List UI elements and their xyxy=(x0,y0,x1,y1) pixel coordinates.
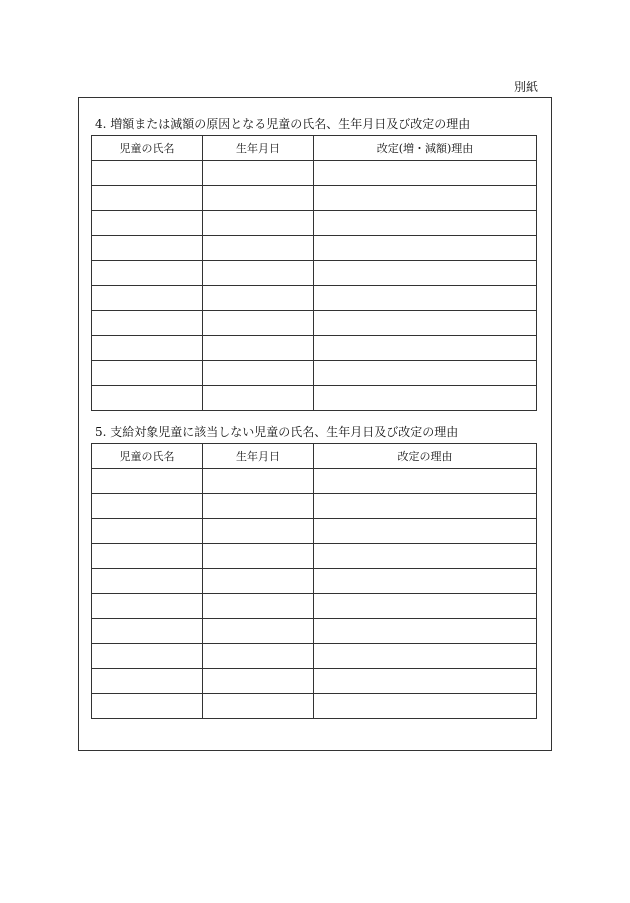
column-header-birth-date: 生年月日 xyxy=(203,444,314,469)
table-row xyxy=(92,161,537,186)
reason-cell[interactable] xyxy=(314,519,537,544)
birth-date-cell[interactable] xyxy=(203,186,314,211)
table-row xyxy=(92,186,537,211)
table-row xyxy=(92,469,537,494)
reason-cell[interactable] xyxy=(314,494,537,519)
birth-date-cell[interactable] xyxy=(203,694,314,719)
column-header-child-name: 児童の氏名 xyxy=(92,136,203,161)
reason-cell[interactable] xyxy=(314,186,537,211)
birth-date-cell[interactable] xyxy=(203,161,314,186)
birth-date-cell[interactable] xyxy=(203,669,314,694)
table-header-row xyxy=(92,444,537,469)
annex-label: 別紙 xyxy=(514,80,539,94)
birth-date-cell[interactable] xyxy=(203,519,314,544)
column-header-reason: 改定(増・減額)理由 xyxy=(314,136,537,161)
reason-cell[interactable] xyxy=(314,236,537,261)
child-name-cell[interactable] xyxy=(92,694,203,719)
child-name-cell[interactable] xyxy=(92,669,203,694)
child-name-cell[interactable] xyxy=(92,211,203,236)
table-row xyxy=(92,619,537,644)
child-name-cell[interactable] xyxy=(92,286,203,311)
table-row xyxy=(92,594,537,619)
child-name-cell[interactable] xyxy=(92,236,203,261)
birth-date-cell[interactable] xyxy=(203,211,314,236)
birth-date-cell[interactable] xyxy=(203,286,314,311)
reason-cell[interactable] xyxy=(314,619,537,644)
table-row xyxy=(92,336,537,361)
reason-cell[interactable] xyxy=(314,286,537,311)
table-row xyxy=(92,211,537,236)
reason-cell[interactable] xyxy=(314,361,537,386)
table-row xyxy=(92,694,537,719)
birth-date-cell[interactable] xyxy=(203,594,314,619)
birth-date-cell[interactable] xyxy=(203,311,314,336)
reason-cell[interactable] xyxy=(314,694,537,719)
column-header-birth-date: 生年月日 xyxy=(203,136,314,161)
table-row xyxy=(92,261,537,286)
section-4-heading: 4. 増額または減額の原因となる児童の氏名、生年月日及び改定の理由 xyxy=(95,117,471,131)
child-name-cell[interactable] xyxy=(92,161,203,186)
table-row xyxy=(92,386,537,411)
table-header-row xyxy=(92,136,537,161)
table-row xyxy=(92,311,537,336)
birth-date-cell[interactable] xyxy=(203,619,314,644)
child-name-cell[interactable] xyxy=(92,261,203,286)
child-name-cell[interactable] xyxy=(92,386,203,411)
reason-cell[interactable] xyxy=(314,569,537,594)
birth-date-cell[interactable] xyxy=(203,261,314,286)
table-row xyxy=(92,494,537,519)
birth-date-cell[interactable] xyxy=(203,236,314,261)
child-name-cell[interactable] xyxy=(92,311,203,336)
birth-date-cell[interactable] xyxy=(203,544,314,569)
child-name-cell[interactable] xyxy=(92,569,203,594)
table-row xyxy=(92,236,537,261)
column-header-reason: 改定の理由 xyxy=(314,444,537,469)
child-name-cell[interactable] xyxy=(92,361,203,386)
table-row xyxy=(92,569,537,594)
reason-cell[interactable] xyxy=(314,311,537,336)
child-name-cell[interactable] xyxy=(92,186,203,211)
table-row xyxy=(92,544,537,569)
table-row xyxy=(92,644,537,669)
table-row xyxy=(92,361,537,386)
child-name-cell[interactable] xyxy=(92,469,203,494)
birth-date-cell[interactable] xyxy=(203,644,314,669)
child-name-cell[interactable] xyxy=(92,336,203,361)
birth-date-cell[interactable] xyxy=(203,569,314,594)
child-name-cell[interactable] xyxy=(92,644,203,669)
reason-cell[interactable] xyxy=(314,469,537,494)
table-row xyxy=(92,286,537,311)
reason-cell[interactable] xyxy=(314,594,537,619)
birth-date-cell[interactable] xyxy=(203,469,314,494)
reason-cell[interactable] xyxy=(314,336,537,361)
child-name-cell[interactable] xyxy=(92,494,203,519)
birth-date-cell[interactable] xyxy=(203,361,314,386)
reason-cell[interactable] xyxy=(314,669,537,694)
reason-cell[interactable] xyxy=(314,544,537,569)
reason-cell[interactable] xyxy=(314,644,537,669)
birth-date-cell[interactable] xyxy=(203,336,314,361)
table-row xyxy=(92,669,537,694)
birth-date-cell[interactable] xyxy=(203,494,314,519)
table-row xyxy=(92,519,537,544)
reason-cell[interactable] xyxy=(314,211,537,236)
reason-cell[interactable] xyxy=(314,161,537,186)
child-name-cell[interactable] xyxy=(92,594,203,619)
child-name-cell[interactable] xyxy=(92,544,203,569)
birth-date-cell[interactable] xyxy=(203,386,314,411)
section-5-table xyxy=(91,443,537,719)
section-5-heading: 5. 支給対象児童に該当しない児童の氏名、生年月日及び改定の理由 xyxy=(95,425,459,439)
child-name-cell[interactable] xyxy=(92,619,203,644)
reason-cell[interactable] xyxy=(314,261,537,286)
section-4-table xyxy=(91,135,537,411)
child-name-cell[interactable] xyxy=(92,519,203,544)
column-header-child-name: 児童の氏名 xyxy=(92,444,203,469)
reason-cell[interactable] xyxy=(314,386,537,411)
